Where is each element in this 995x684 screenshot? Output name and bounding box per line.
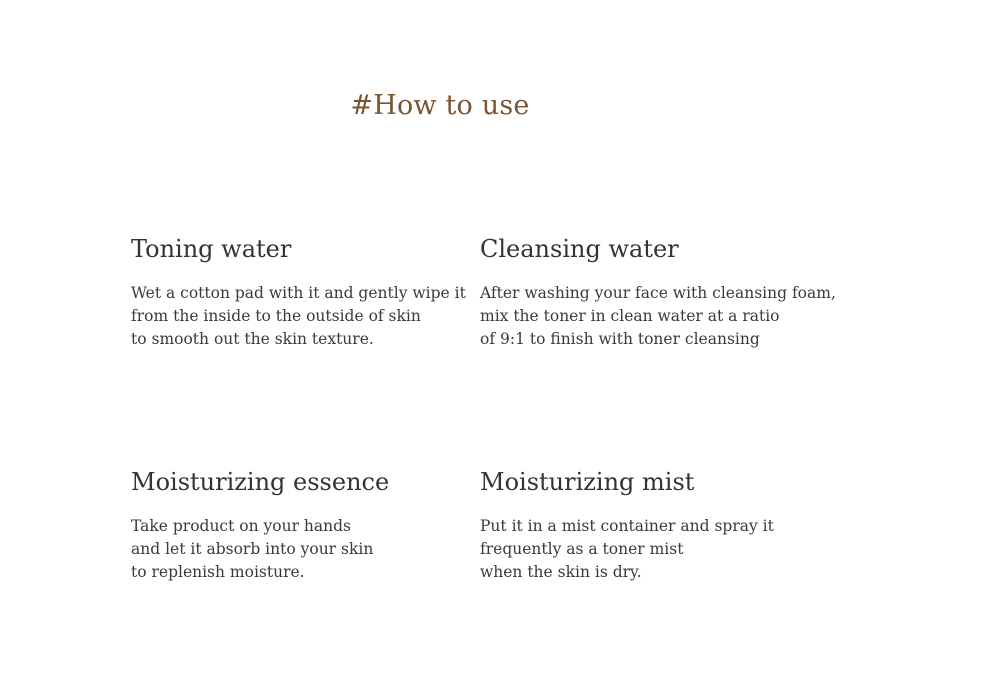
description-line: Put it in a mist container and spray it [480,517,774,535]
card-description [131,282,466,351]
card-title: Cleansing water [480,235,679,263]
description-line: mix the toner in clean water at a ratio [480,307,780,325]
card-title: Toning water [131,235,292,263]
description-line: After washing your face with cleansing foam, [480,284,836,302]
description-line: Take product on your hands [131,517,352,535]
description-line: frequently as a toner mist [480,540,684,558]
usage-card-cleansing-water [480,234,836,351]
description-line: when the skin is dry. [480,563,642,581]
description-line: of 9:1 to finish with toner cleansing [480,330,760,348]
card-description [480,515,810,584]
card-description [480,282,836,351]
description-line: Wet a cotton pad with it and gently wipe it [131,284,466,302]
card-title: Moisturizing essence [131,468,390,496]
description-line: from the inside to the outside of skin [131,307,421,325]
description-line: and let it absorb into your skin [131,540,374,558]
description-line: to replenish moisture. [131,563,305,581]
description-line: to smooth out the skin texture. [131,330,374,348]
page-title: #How to use [350,90,530,121]
usage-card-moisturizing-mist [480,467,810,584]
card-description [131,515,461,584]
usage-card-moisturizing-essence [131,467,461,584]
card-title: Moisturizing mist [480,468,695,496]
usage-card-toning-water [131,234,466,351]
